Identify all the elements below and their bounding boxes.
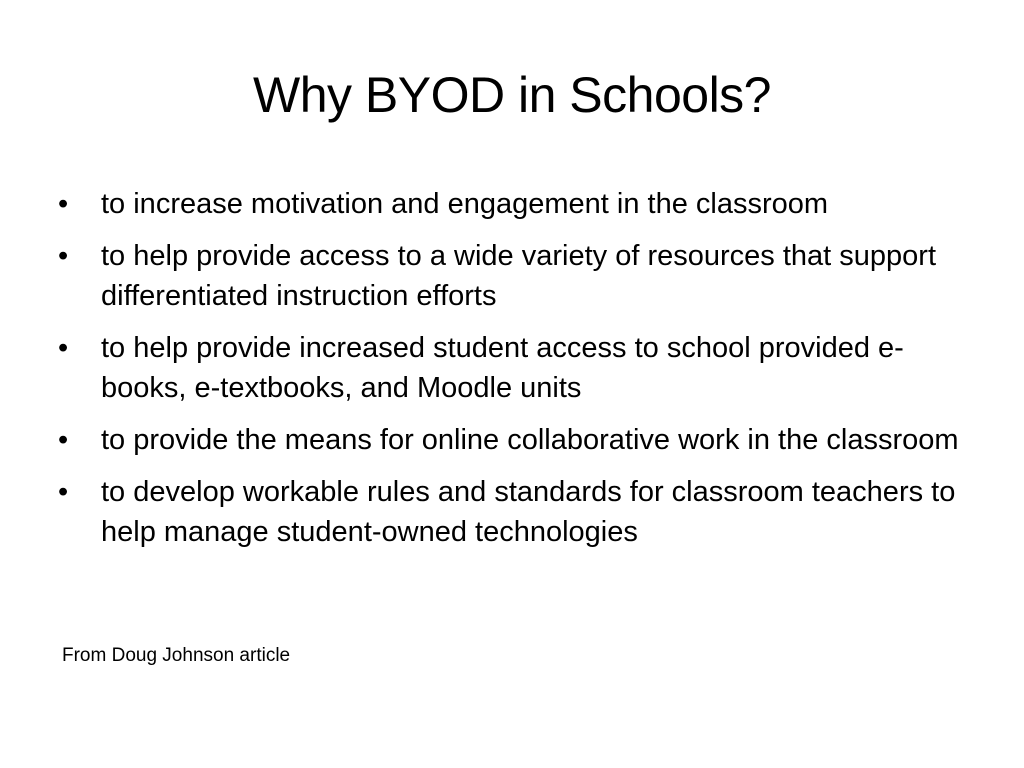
bullet-text: to increase motivation and engagement in the classroom [101, 188, 829, 220]
bullet-item [58, 184, 968, 224]
bullet-text: to help provide increased student access to school provided e-books, e-textbooks, and Moodle units [101, 332, 904, 404]
bullet-item [58, 236, 968, 316]
source-footnote: From Doug Johnson article [62, 645, 291, 666]
bullet-text: to develop workable rules and standards for classroom teachers to help manage student-owned technologies [101, 476, 956, 548]
bullet-icon: • [58, 188, 69, 220]
bullet-item [58, 328, 968, 408]
bullet-icon: • [58, 476, 69, 508]
slide-title: Why BYOD in Schools? [253, 67, 771, 123]
bullet-item [58, 420, 968, 460]
bullet-icon: • [58, 240, 69, 272]
bullet-text: to help provide access to a wide variety of resources that support differentiated instruction efforts [101, 240, 936, 312]
bullet-text: to provide the means for online collaborative work in the classroom [101, 424, 959, 456]
bullet-icon: • [58, 332, 69, 364]
bullet-icon: • [58, 424, 69, 456]
bullet-item [58, 472, 968, 552]
bullet-list [58, 184, 968, 564]
